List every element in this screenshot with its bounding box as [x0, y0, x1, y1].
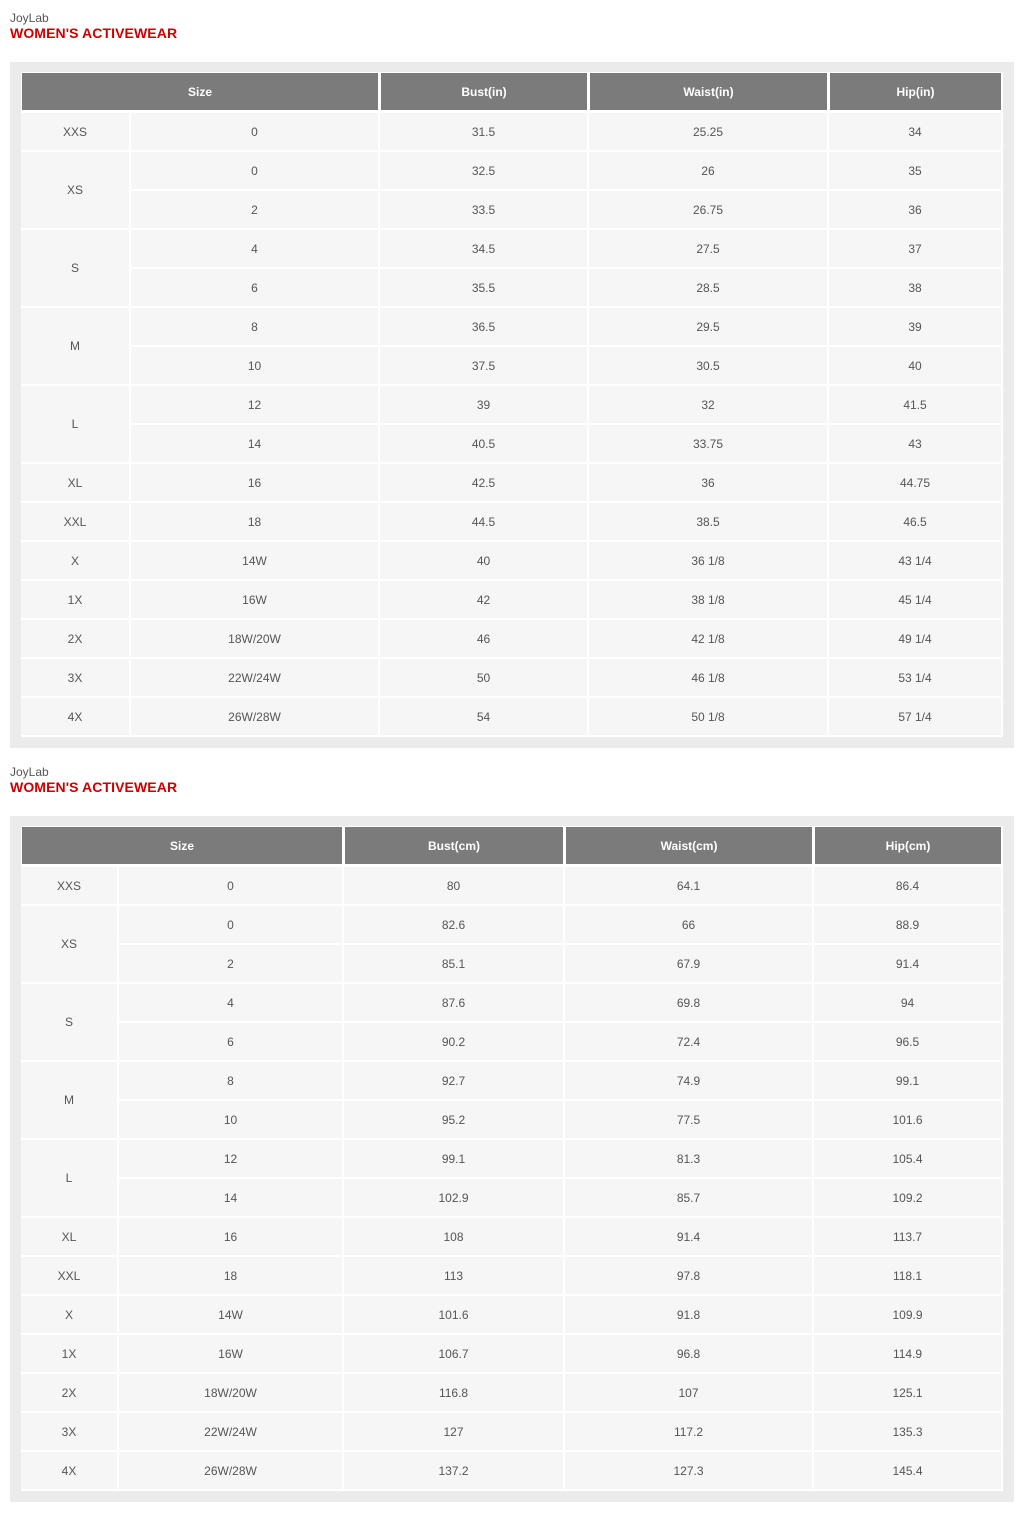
table-row — [21, 1413, 1003, 1452]
hip-cell: 41.5 — [829, 386, 1003, 425]
size-label-cell: XXS — [21, 867, 119, 906]
waist-cell: 38 1/8 — [589, 581, 829, 620]
bust-cell: 40 — [380, 542, 589, 581]
bust-cell: 87.6 — [344, 984, 565, 1023]
bust-cell: 106.7 — [344, 1335, 565, 1374]
hip-cell: 43 1/4 — [829, 542, 1003, 581]
numeric-size-cell: 0 — [119, 867, 344, 906]
bust-cell: 80 — [344, 867, 565, 906]
header-waist: Waist(in) — [589, 72, 829, 113]
header-size: Size — [21, 826, 344, 867]
waist-cell: 127.3 — [565, 1452, 814, 1491]
table-row — [21, 1179, 1003, 1218]
bust-cell: 101.6 — [344, 1296, 565, 1335]
waist-cell: 32 — [589, 386, 829, 425]
table-row — [21, 347, 1003, 386]
hip-cell: 46.5 — [829, 503, 1003, 542]
waist-cell: 91.8 — [565, 1296, 814, 1335]
hip-cell: 40 — [829, 347, 1003, 386]
bust-cell: 102.9 — [344, 1179, 565, 1218]
table-row — [21, 620, 1003, 659]
numeric-size-cell: 26W/28W — [119, 1452, 344, 1491]
waist-cell: 64.1 — [565, 867, 814, 906]
waist-cell: 91.4 — [565, 1218, 814, 1257]
size-label-cell: X — [21, 1296, 119, 1335]
table-row — [21, 1296, 1003, 1335]
table-row — [21, 659, 1003, 698]
hip-cell: 45 1/4 — [829, 581, 1003, 620]
hip-cell: 113.7 — [814, 1218, 1003, 1257]
brand-name: JoyLab — [10, 765, 49, 779]
size-chart-panel-cm — [10, 816, 1014, 1502]
table-row — [21, 269, 1003, 308]
numeric-size-cell: 18W/20W — [131, 620, 380, 659]
table-row — [21, 230, 1003, 269]
waist-cell: 38.5 — [589, 503, 829, 542]
size-label-cell: 4X — [21, 698, 131, 737]
bust-cell: 42 — [380, 581, 589, 620]
header-bust: Bust(cm) — [344, 826, 565, 867]
size-label-cell: XS — [21, 152, 131, 230]
bust-cell: 46 — [380, 620, 589, 659]
waist-cell: 72.4 — [565, 1023, 814, 1062]
bust-cell: 99.1 — [344, 1140, 565, 1179]
waist-cell: 67.9 — [565, 945, 814, 984]
table-row — [21, 152, 1003, 191]
numeric-size-cell: 0 — [131, 152, 380, 191]
numeric-size-cell: 8 — [119, 1062, 344, 1101]
hip-cell: 88.9 — [814, 906, 1003, 945]
waist-cell: 85.7 — [565, 1179, 814, 1218]
numeric-size-cell: 2 — [119, 945, 344, 984]
size-label-cell: 2X — [21, 1374, 119, 1413]
table-header-row — [21, 72, 1003, 113]
table-row — [21, 386, 1003, 425]
size-label-cell: XXL — [21, 1257, 119, 1296]
size-label-cell: 2X — [21, 620, 131, 659]
hip-cell: 43 — [829, 425, 1003, 464]
waist-cell: 81.3 — [565, 1140, 814, 1179]
hip-cell: 94 — [814, 984, 1003, 1023]
numeric-size-cell: 0 — [119, 906, 344, 945]
size-label-cell: 3X — [21, 1413, 119, 1452]
size-label-cell: 1X — [21, 1335, 119, 1374]
bust-cell: 39 — [380, 386, 589, 425]
numeric-size-cell: 26W/28W — [131, 698, 380, 737]
size-label-cell: XL — [21, 1218, 119, 1257]
numeric-size-cell: 0 — [131, 113, 380, 152]
numeric-size-cell: 14 — [131, 425, 380, 464]
hip-cell: 109.2 — [814, 1179, 1003, 1218]
hip-cell: 145.4 — [814, 1452, 1003, 1491]
numeric-size-cell: 16W — [119, 1335, 344, 1374]
chart-title: WOMEN'S ACTIVEWEAR — [10, 779, 178, 795]
numeric-size-cell: 16 — [119, 1218, 344, 1257]
bust-cell: 54 — [380, 698, 589, 737]
waist-cell: 46 1/8 — [589, 659, 829, 698]
waist-cell: 26 — [589, 152, 829, 191]
numeric-size-cell: 16W — [131, 581, 380, 620]
size-label-cell: XS — [21, 906, 119, 984]
waist-cell: 36 1/8 — [589, 542, 829, 581]
waist-cell: 25.25 — [589, 113, 829, 152]
waist-cell: 96.8 — [565, 1335, 814, 1374]
size-label-cell: 1X — [21, 581, 131, 620]
numeric-size-cell: 4 — [119, 984, 344, 1023]
waist-cell: 33.75 — [589, 425, 829, 464]
waist-cell: 74.9 — [565, 1062, 814, 1101]
size-label-cell: L — [21, 386, 131, 464]
size-label-cell: M — [21, 308, 131, 386]
size-table-cm — [21, 826, 1003, 1491]
hip-cell: 91.4 — [814, 945, 1003, 984]
hip-cell: 36 — [829, 191, 1003, 230]
table-row — [21, 308, 1003, 347]
size-label-cell: 3X — [21, 659, 131, 698]
bust-cell: 92.7 — [344, 1062, 565, 1101]
numeric-size-cell: 14W — [131, 542, 380, 581]
table-row — [21, 191, 1003, 230]
hip-cell: 39 — [829, 308, 1003, 347]
waist-cell: 26.75 — [589, 191, 829, 230]
numeric-size-cell: 18W/20W — [119, 1374, 344, 1413]
table-row — [21, 425, 1003, 464]
waist-cell: 69.8 — [565, 984, 814, 1023]
table-row — [21, 984, 1003, 1023]
hip-cell: 38 — [829, 269, 1003, 308]
brand-name: JoyLab — [10, 11, 49, 25]
bust-cell: 85.1 — [344, 945, 565, 984]
hip-cell: 57 1/4 — [829, 698, 1003, 737]
bust-cell: 36.5 — [380, 308, 589, 347]
numeric-size-cell: 6 — [119, 1023, 344, 1062]
hip-cell: 105.4 — [814, 1140, 1003, 1179]
bust-cell: 50 — [380, 659, 589, 698]
numeric-size-cell: 22W/24W — [131, 659, 380, 698]
section-heading — [10, 765, 177, 795]
table-row — [21, 698, 1003, 737]
bust-cell: 37.5 — [380, 347, 589, 386]
bust-cell: 113 — [344, 1257, 565, 1296]
hip-cell: 101.6 — [814, 1101, 1003, 1140]
table-row — [21, 1452, 1003, 1491]
table-row — [21, 1023, 1003, 1062]
table-row — [21, 1218, 1003, 1257]
chart-title: WOMEN'S ACTIVEWEAR — [10, 25, 178, 41]
table-row — [21, 113, 1003, 152]
size-label-cell: M — [21, 1062, 119, 1140]
hip-cell: 53 1/4 — [829, 659, 1003, 698]
table-row — [21, 464, 1003, 503]
hip-cell: 96.5 — [814, 1023, 1003, 1062]
numeric-size-cell: 4 — [131, 230, 380, 269]
bust-cell: 137.2 — [344, 1452, 565, 1491]
table-row — [21, 1257, 1003, 1296]
numeric-size-cell: 14 — [119, 1179, 344, 1218]
size-label-cell: S — [21, 230, 131, 308]
numeric-size-cell: 18 — [131, 503, 380, 542]
table-row — [21, 1140, 1003, 1179]
header-bust: Bust(in) — [380, 72, 589, 113]
numeric-size-cell: 14W — [119, 1296, 344, 1335]
hip-cell: 44.75 — [829, 464, 1003, 503]
waist-cell: 77.5 — [565, 1101, 814, 1140]
bust-cell: 35.5 — [380, 269, 589, 308]
size-table-inches — [21, 72, 1003, 737]
bust-cell: 31.5 — [380, 113, 589, 152]
size-label-cell: XXS — [21, 113, 131, 152]
header-size: Size — [21, 72, 380, 113]
waist-cell: 107 — [565, 1374, 814, 1413]
header-hip: Hip(cm) — [814, 826, 1003, 867]
bust-cell: 44.5 — [380, 503, 589, 542]
table-row — [21, 906, 1003, 945]
bust-cell: 82.6 — [344, 906, 565, 945]
table-row — [21, 867, 1003, 906]
numeric-size-cell: 18 — [119, 1257, 344, 1296]
hip-cell: 109.9 — [814, 1296, 1003, 1335]
numeric-size-cell: 10 — [119, 1101, 344, 1140]
bust-cell: 108 — [344, 1218, 565, 1257]
size-label-cell: S — [21, 984, 119, 1062]
header-hip: Hip(in) — [829, 72, 1003, 113]
table-row — [21, 542, 1003, 581]
size-label-cell: X — [21, 542, 131, 581]
table-row — [21, 1101, 1003, 1140]
size-label-cell: XL — [21, 464, 131, 503]
header-waist: Waist(cm) — [565, 826, 814, 867]
hip-cell: 125.1 — [814, 1374, 1003, 1413]
bust-cell: 116.8 — [344, 1374, 565, 1413]
bust-cell: 33.5 — [380, 191, 589, 230]
waist-cell: 29.5 — [589, 308, 829, 347]
waist-cell: 36 — [589, 464, 829, 503]
table-row — [21, 1335, 1003, 1374]
bust-cell: 42.5 — [380, 464, 589, 503]
numeric-size-cell: 2 — [131, 191, 380, 230]
bust-cell: 127 — [344, 1413, 565, 1452]
bust-cell: 32.5 — [380, 152, 589, 191]
waist-cell: 27.5 — [589, 230, 829, 269]
numeric-size-cell: 8 — [131, 308, 380, 347]
hip-cell: 86.4 — [814, 867, 1003, 906]
numeric-size-cell: 6 — [131, 269, 380, 308]
hip-cell: 35 — [829, 152, 1003, 191]
hip-cell: 34 — [829, 113, 1003, 152]
waist-cell: 42 1/8 — [589, 620, 829, 659]
waist-cell: 117.2 — [565, 1413, 814, 1452]
size-chart-panel-inches — [10, 62, 1014, 748]
waist-cell: 28.5 — [589, 269, 829, 308]
table-row — [21, 581, 1003, 620]
numeric-size-cell: 16 — [131, 464, 380, 503]
numeric-size-cell: 12 — [119, 1140, 344, 1179]
waist-cell: 66 — [565, 906, 814, 945]
table-row — [21, 945, 1003, 984]
numeric-size-cell: 22W/24W — [119, 1413, 344, 1452]
size-label-cell: XXL — [21, 503, 131, 542]
numeric-size-cell: 12 — [131, 386, 380, 425]
table-row — [21, 1374, 1003, 1413]
hip-cell: 118.1 — [814, 1257, 1003, 1296]
size-label-cell: 4X — [21, 1452, 119, 1491]
hip-cell: 37 — [829, 230, 1003, 269]
bust-cell: 40.5 — [380, 425, 589, 464]
hip-cell: 99.1 — [814, 1062, 1003, 1101]
waist-cell: 50 1/8 — [589, 698, 829, 737]
waist-cell: 97.8 — [565, 1257, 814, 1296]
section-heading — [10, 11, 177, 41]
bust-cell: 95.2 — [344, 1101, 565, 1140]
hip-cell: 49 1/4 — [829, 620, 1003, 659]
table-header-row — [21, 826, 1003, 867]
size-label-cell: L — [21, 1140, 119, 1218]
table-row — [21, 503, 1003, 542]
hip-cell: 135.3 — [814, 1413, 1003, 1452]
waist-cell: 30.5 — [589, 347, 829, 386]
hip-cell: 114.9 — [814, 1335, 1003, 1374]
bust-cell: 34.5 — [380, 230, 589, 269]
bust-cell: 90.2 — [344, 1023, 565, 1062]
table-row — [21, 1062, 1003, 1101]
numeric-size-cell: 10 — [131, 347, 380, 386]
